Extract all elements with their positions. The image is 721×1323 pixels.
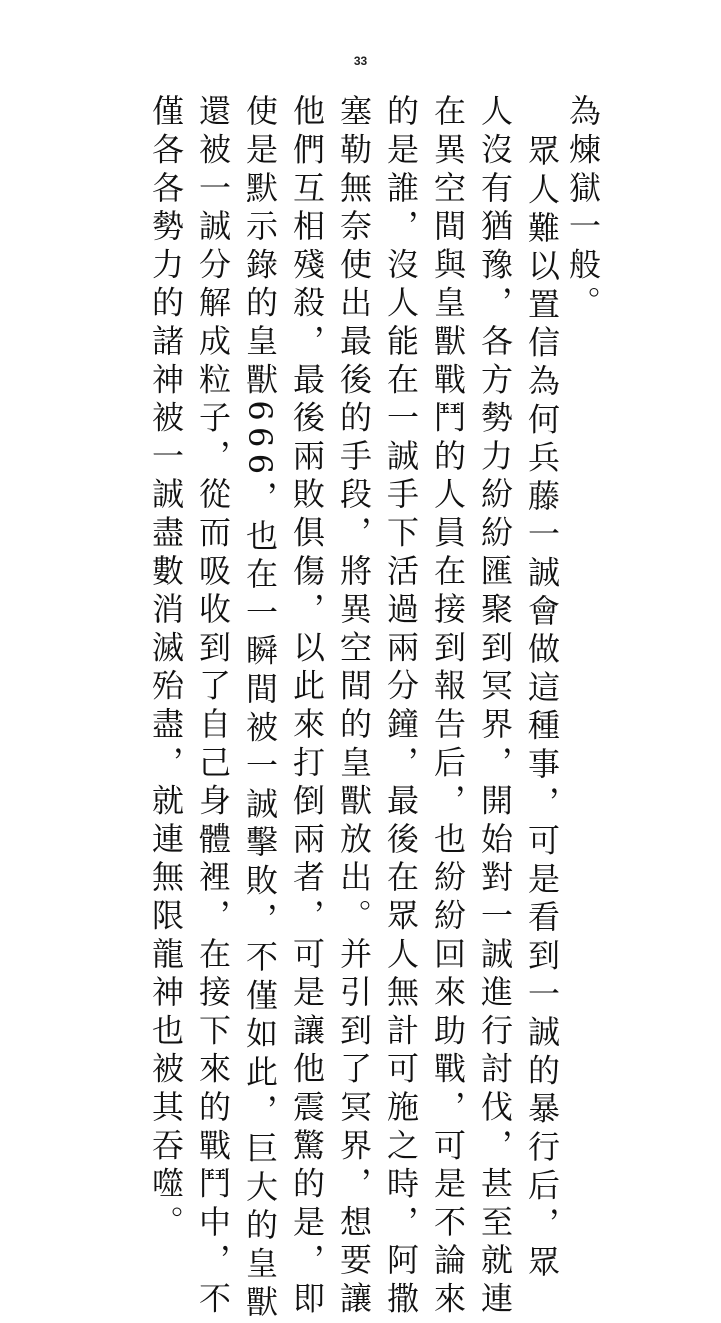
text-column-5: 的是誰，沒人能在一誠手下活過兩分鐘，最後在眾人無計可施之時，阿撒: [382, 94, 420, 1320]
text-column-2: 眾人難以置信為何兵藤一誠會做這種事，可是看到一誠的暴行后，眾: [523, 134, 561, 1283]
text-column-8: 使是默示錄的皇獸666，也在一瞬間被一誠擊敗，不僅如此，巨大的皇獸: [241, 94, 279, 1323]
text-column-10: 僅各各勢力的諸神被一誠盡數消滅殆盡，就連無限龍神也被其吞噬。: [147, 94, 185, 1243]
text-column-7: 他們互相殘殺，最後兩敗俱傷，以此來打倒兩者，可是讓他震驚的是，即: [288, 94, 326, 1320]
text-column-9: 還被一誠分解成粒子，從而吸收到了自己身體裡，在接下來的戰鬥中，不: [194, 94, 232, 1320]
text-column-1: 為煉獄一般。: [564, 94, 602, 324]
text-column-4: 在異空間與皇獸戰鬥的人員在接到報告后，也紛紛回來助戰，可是不論來: [429, 94, 467, 1320]
vertical-text-body: [0, 94, 721, 1323]
page-number: 33: [353, 54, 368, 68]
text-column-3: 人沒有猶豫，各方勢力紛紛匯聚到冥界，開始對一誠進行討伐，甚至就連: [476, 94, 514, 1320]
text-column-6: 塞勒無奈使出最後的手段，將異空間的皇獸放出。并引到了冥界，想要讓: [335, 94, 373, 1320]
